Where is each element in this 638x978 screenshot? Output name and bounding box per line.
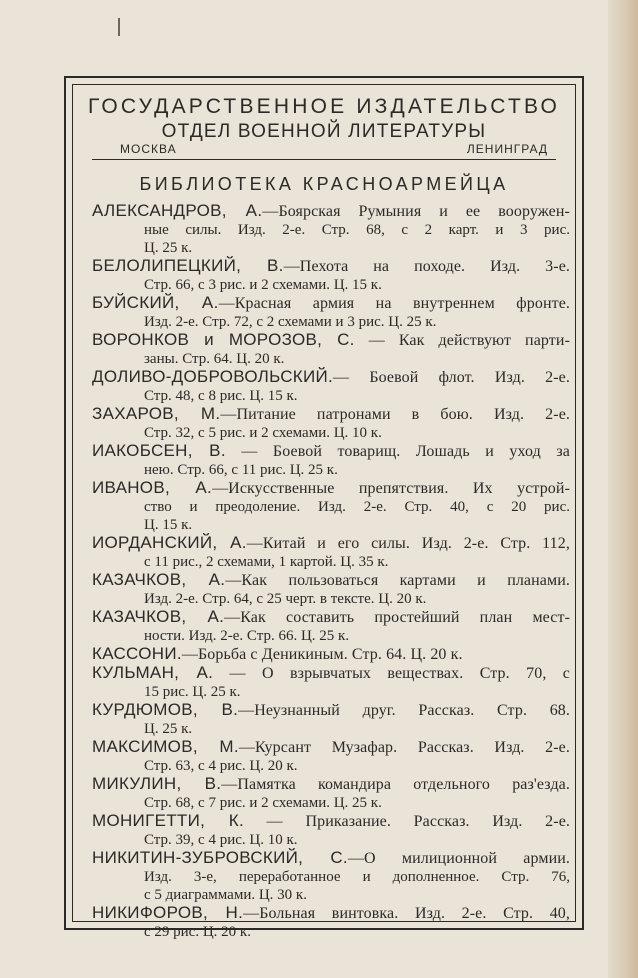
entry-continuation: с 29 рис. Ц. 20 к.	[144, 924, 251, 940]
entry-continuation: Изд. 3-е, переработанное и дополненное. Стр. 76,	[144, 869, 570, 885]
entry-author: ДОЛИВО-ДОБРОВОЛЬСКИЙ.	[92, 367, 334, 386]
entry-continuation: заны. Стр. 64. Ц. 20 к.	[144, 351, 285, 367]
catalog-entry	[92, 202, 570, 257]
entry-continuation: Изд. 2-е. Стр. 72, с 2 схемами и 3 рис. Ц. 25 к.	[144, 314, 437, 330]
entry-title: —Курсант Музафар. Рассказ. Изд. 2-е.	[238, 739, 570, 756]
catalog-entry	[92, 257, 570, 294]
catalog-entry	[92, 479, 570, 534]
entry-continuation: 15 рис. Ц. 25 к.	[144, 684, 241, 700]
entry-continuation: ство и преодоление. Изд. 2-е. Стр. 40, с 20 рис.	[144, 499, 570, 515]
stray-mark	[118, 18, 120, 36]
entry-first-line	[92, 534, 570, 553]
catalog-entry	[92, 571, 570, 608]
catalog-entry	[92, 294, 570, 331]
entry-first-line	[92, 608, 570, 627]
entry-continuation: Стр. 39, с 4 рис. Ц. 10 к.	[144, 832, 298, 848]
entry-first-line	[92, 571, 570, 590]
entry-first-line	[92, 849, 570, 868]
entry-continuation: с 11 рис., 2 схемами, 1 картой. Ц. 35 к.	[144, 554, 389, 570]
entry-first-line	[92, 405, 570, 424]
entry-title: — Приказание. Рассказ. Изд. 2-е.	[243, 813, 570, 830]
entry-title: — Боевой товарищ. Лошадь и уход за	[225, 443, 570, 460]
entry-title: —Борьба с Деникиным. Стр. 64. Ц. 20 к.	[181, 646, 463, 663]
entry-first-line	[92, 701, 570, 720]
entry-continuation: Стр. 68, с 7 рис. и 2 схемами. Ц. 25 к.	[144, 795, 382, 811]
catalog-entry	[92, 368, 570, 405]
book-catalog	[92, 202, 570, 941]
entry-title: —Красная армия на внутреннем фронте.	[218, 295, 570, 312]
catalog-entry	[92, 534, 570, 571]
cities-line	[92, 142, 556, 162]
entry-author: ВОРОНКОВ и МОРОЗОВ, С.	[92, 330, 355, 349]
entry-continuation: Стр. 66, с 3 рис. и 2 схемами. Ц. 15 к.	[144, 277, 382, 293]
entry-author: БУЙСКИЙ, А.	[92, 293, 219, 312]
catalog-entry	[92, 664, 570, 701]
catalog-entry	[92, 812, 570, 849]
entry-continuation: ные силы. Изд. 2-е. Стр. 68, с 2 карт. и 3 рис.	[144, 222, 570, 238]
entry-author: НИКИФОРОВ, Н.	[92, 903, 244, 922]
catalog-entry	[92, 775, 570, 812]
page-edge	[608, 0, 638, 978]
city-leningrad: ЛЕНИНГРАД	[466, 142, 548, 156]
entry-continuation: Ц. 25 к.	[144, 240, 193, 256]
catalog-entry	[92, 849, 570, 904]
entry-continuation: Стр. 63, с 4 рис. Ц. 20 к.	[144, 758, 298, 774]
entry-author: КАЗАЧКОВ, А.	[92, 570, 226, 589]
entry-author: МАКСИМОВ, М.	[92, 737, 239, 756]
entry-first-line	[92, 904, 570, 923]
entry-first-line	[92, 664, 570, 683]
entry-author: КУРДЮМОВ, В.	[92, 700, 239, 719]
entry-continuation: Изд. 2-е. Стр. 64, с 25 черт. в тексте. Ц. 20 к.	[144, 591, 427, 607]
catalog-entry	[92, 645, 570, 664]
entry-first-line	[92, 479, 570, 498]
entry-author: ИАКОБСЕН, В.	[92, 441, 226, 460]
entry-first-line	[92, 442, 570, 461]
entry-continuation: ности. Изд. 2-е. Стр. 66. Ц. 25 к.	[144, 628, 350, 644]
entry-title: — О взрывчатых веществах. Стр. 70, с	[213, 665, 570, 682]
entry-author: БЕЛОЛИПЕЦКИЙ, В.	[92, 256, 284, 275]
catalog-entry	[92, 442, 570, 479]
entry-title: — Как действуют парти-	[354, 332, 570, 349]
entry-first-line	[92, 368, 570, 387]
entry-author: КУЛЬМАН, А.	[92, 663, 214, 682]
entry-title: —Искусственные препятствия. Их устрой-	[212, 480, 570, 497]
publisher-name: ГОСУДАРСТВЕННОЕ ИЗДАТЕЛЬСТВО	[87, 95, 561, 118]
catalog-entry	[92, 738, 570, 775]
entry-author: ИВАНОВ, А.	[92, 478, 213, 497]
entry-first-line	[92, 645, 570, 664]
entry-author: ЗАХАРОВ, М.	[92, 404, 221, 423]
entry-author: АЛЕКСАНДРОВ, А.	[92, 201, 263, 220]
entry-title: —Как пользоваться картами и планами.	[225, 572, 570, 589]
entry-first-line	[92, 294, 570, 313]
publisher-header	[72, 94, 576, 144]
entry-title: —Неузнанный друг. Рассказ. Стр. 68.	[238, 702, 570, 719]
catalog-entry	[92, 331, 570, 368]
entry-continuation: Стр. 32, с 5 рис. и 2 схемами. Ц. 10 к.	[144, 425, 382, 441]
entry-first-line	[92, 202, 570, 221]
entry-author: ИОРДАНСКИЙ, А.	[92, 533, 247, 552]
entry-title: —Больная винтовка. Изд. 2-е. Стр. 40,	[243, 905, 571, 922]
catalog-entry	[92, 701, 570, 738]
header-rule	[92, 159, 556, 160]
entry-first-line	[92, 812, 570, 831]
entry-continuation: Ц. 25 к.	[144, 721, 193, 737]
entry-title: —Китай и его силы. Изд. 2-е. Стр. 112,	[246, 535, 570, 552]
entry-title: — Боевой флот. Изд. 2-е.	[333, 369, 570, 386]
entry-author: МИКУЛИН, В.	[92, 774, 222, 793]
entry-author: КАССОНИ.	[92, 644, 182, 663]
entry-first-line	[92, 331, 570, 350]
entry-continuation: Стр. 48, с 8 рис. Ц. 15 к.	[144, 388, 298, 404]
entry-continuation: Ц. 15 к.	[144, 517, 193, 533]
entry-author: КАЗАЧКОВ, А.	[92, 607, 225, 626]
catalog-entry	[92, 608, 570, 645]
series-title: БИБЛИОТЕКА КРАСНОАРМЕЙЦА	[139, 174, 509, 194]
city-moscow: МОСКВА	[120, 142, 177, 156]
catalog-entry	[92, 405, 570, 442]
entry-author: НИКИТИН-ЗУБРОВСКИЙ, С.	[92, 848, 348, 867]
entry-title: —Пехота на походе. Изд. 3-е.	[283, 258, 570, 275]
entry-first-line	[92, 738, 570, 757]
entry-title: —Боярская Румыния и ее вооружен-	[262, 203, 570, 220]
entry-title: —Как составить простейший план мест-	[224, 609, 571, 626]
entry-title: —Памятка командира отдельного раз'езда.	[221, 776, 570, 793]
entry-title: —О милиционной армии.	[347, 850, 570, 867]
catalog-entry	[92, 904, 570, 941]
entry-continuation: с 5 диаграммами. Ц. 30 к.	[144, 887, 307, 903]
entry-title: —Питание патронами в бою. Изд. 2-е.	[220, 406, 570, 423]
department-name: ОТДЕЛ ВОЕННОЙ ЛИТЕРАТУРЫ	[161, 121, 487, 142]
entry-continuation: нею. Стр. 66, с 11 рис. Ц. 25 к.	[144, 462, 338, 478]
entry-first-line	[92, 257, 570, 276]
entry-author: МОНИГЕТТИ, К.	[92, 811, 244, 830]
entry-first-line	[92, 775, 570, 794]
